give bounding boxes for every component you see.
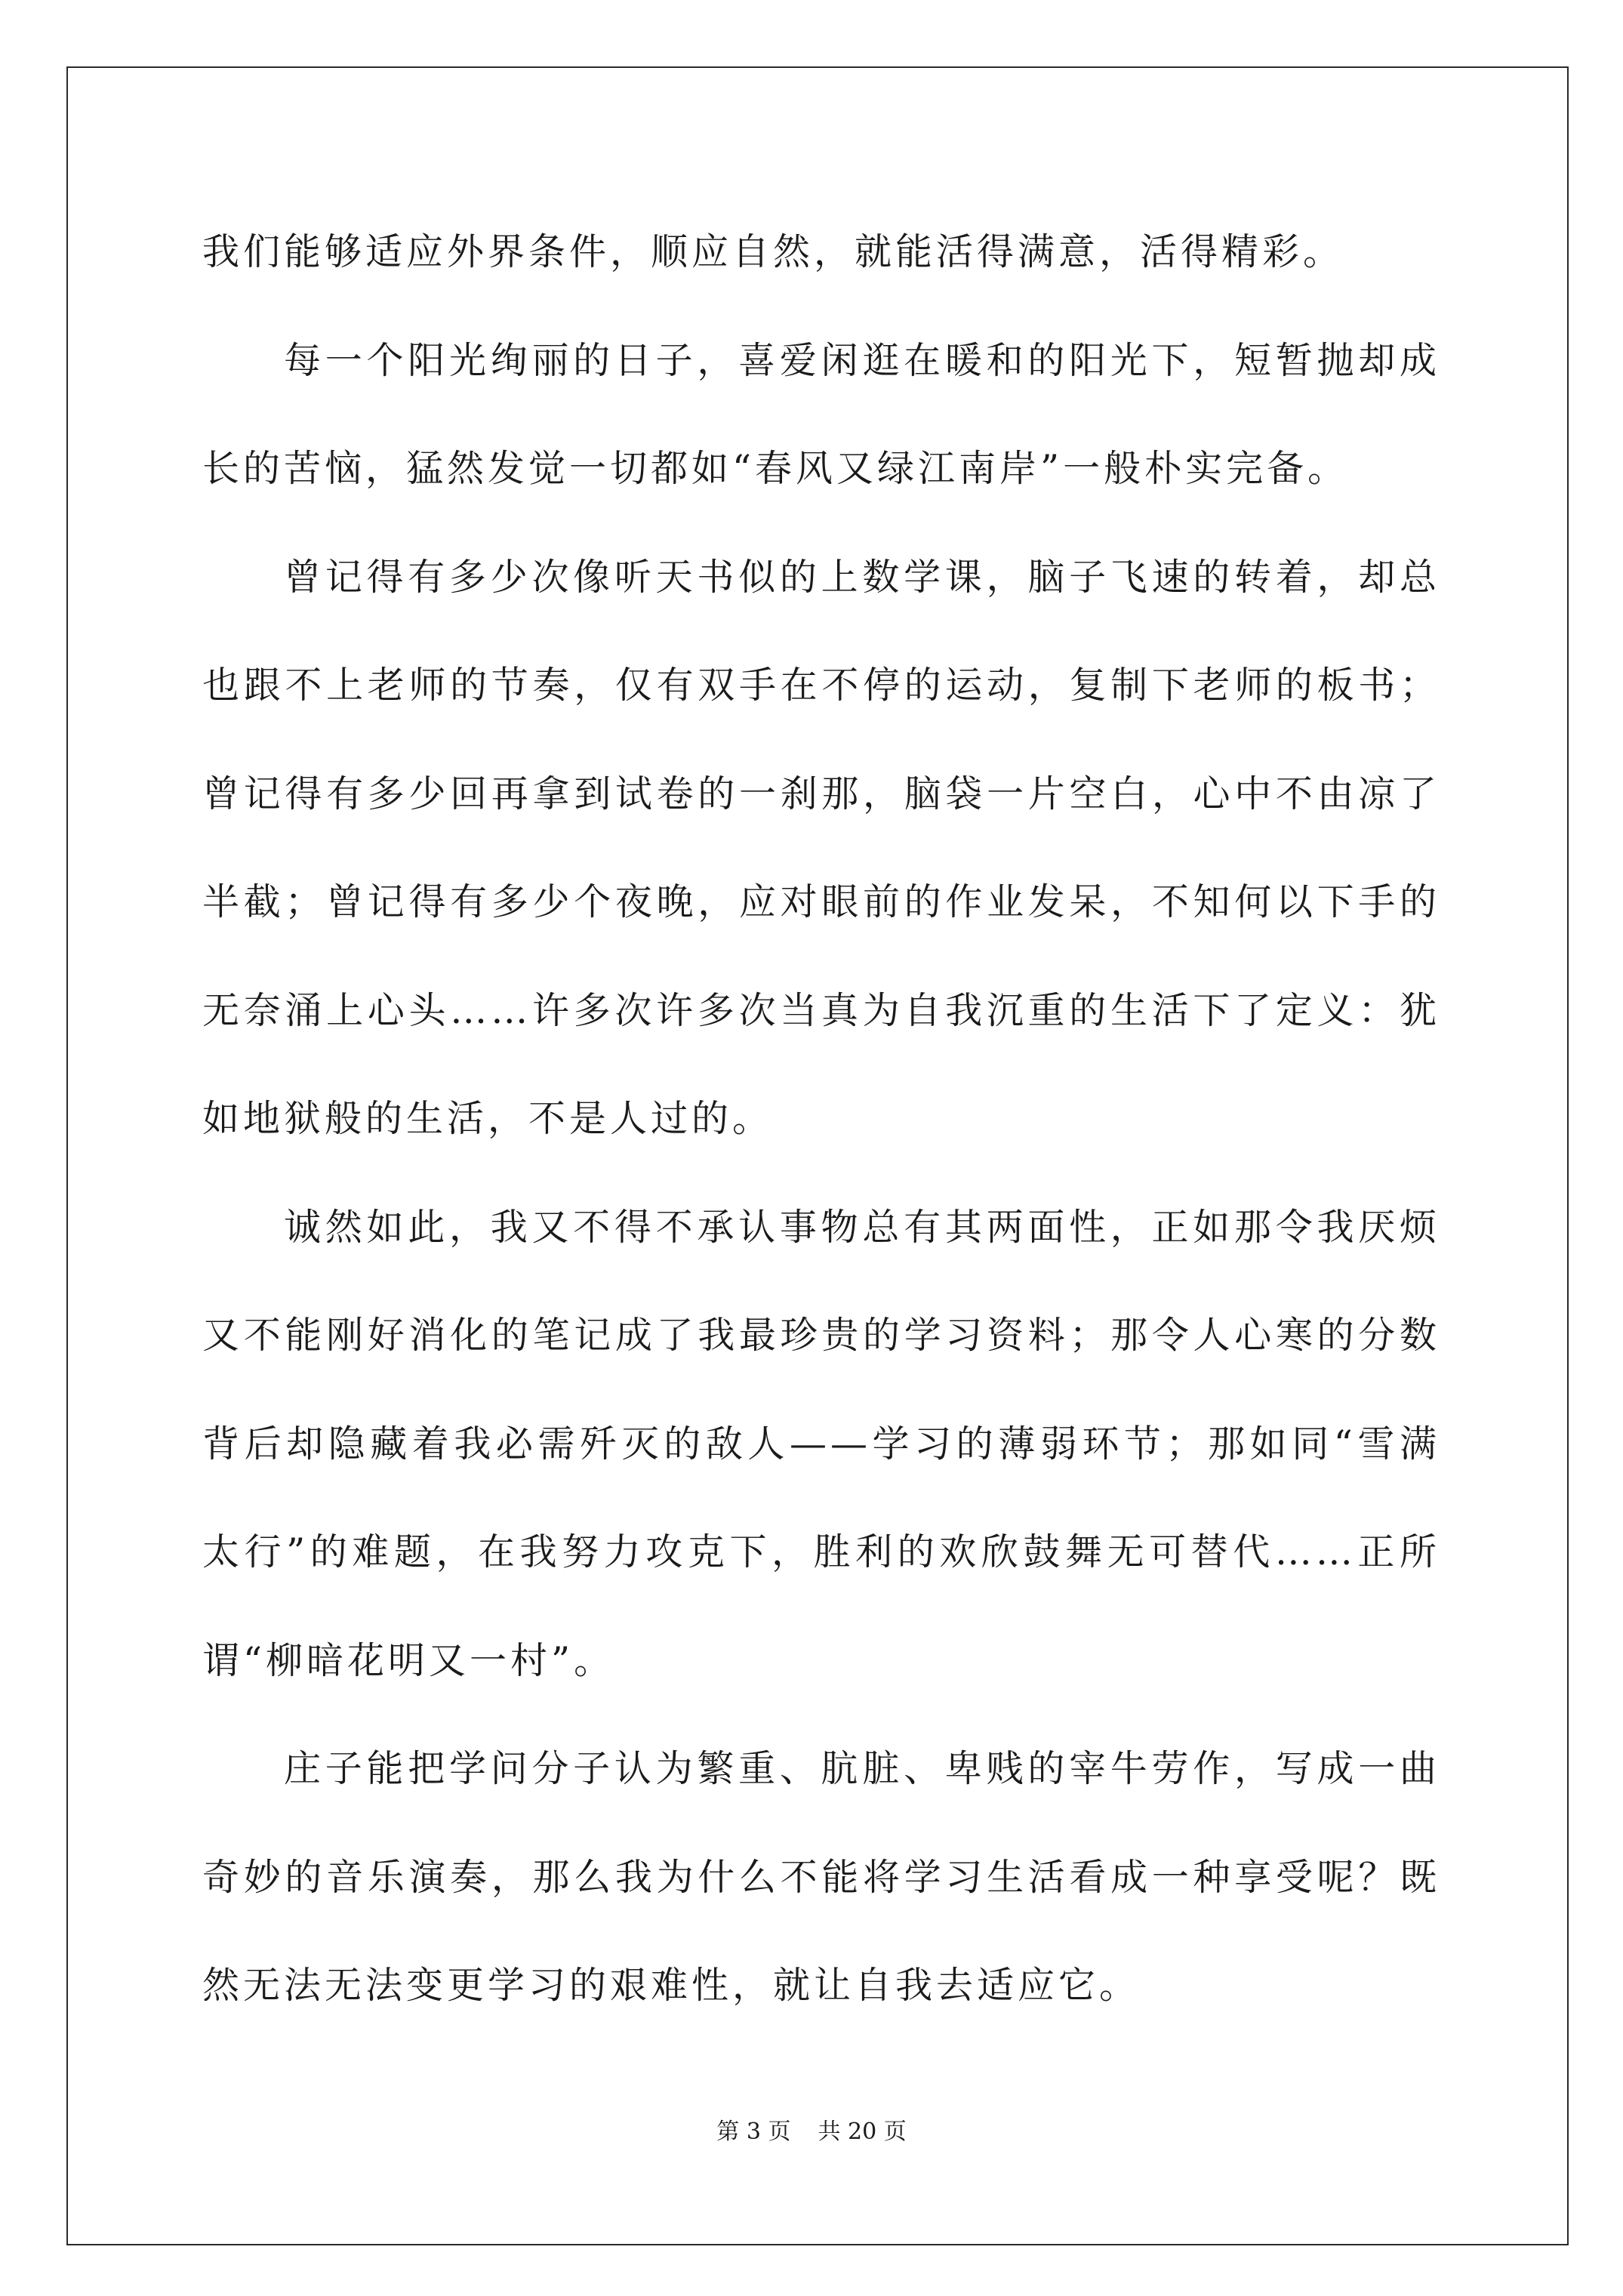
paragraph: 庄子能把学问分子认为繁重、肮脏、卑贱的宰牛劳作，写成一曲奇妙的音乐演奏，那么我为什么不能将学习生活看成一种享受呢？既然无法无法变更学习的艰难性，就让自我去适应它。 — [202, 1747, 1440, 2007]
paragraph: 我们能够适应外界条件，顺应自然，就能活得满意，活得精彩。 — [202, 230, 1344, 273]
paragraph: 曾记得有多少次像听天书似的上数学课，脑子飞速的转着，却总也跟不上老师的节奏，仅有双手在不停的运动，复制下老师的板书；曾记得有多少回再拿到试卷的一刹那，脑袋一片空白，心中不由凉了半截；曾记得有多少个夜晚，应对眼前的作业发呆，不知何以下手的无奈涌上心头……许多次许多次当真为自我沉重的生活下了定义：犹如地狱般的生活，不是人过的。 — [202, 555, 1440, 1140]
paragraph: 每一个阳光绚丽的日子，喜爱闲逛在暖和的阳光下，短暂抛却成长的苦恼，猛然发觉一切都如“春风又绿江南岸”一般朴实完备。 — [202, 338, 1440, 490]
page-total: 共 20 页 — [818, 2119, 907, 2145]
paragraph: 诚然如此，我又不得不承认事物总有其两面性，正如那令我厌烦又不能刚好消化的笔记成了我最珍贵的学习资料；那令人心寒的分数背后却隐藏着我必需歼灭的敌人——学习的薄弱环节；那如同“雪满太行”的难题，在我努力攻克下，胜利的欢欣鼓舞无可替代……正所谓“柳暗花明又一村”。 — [202, 1205, 1440, 1682]
page-number: 第 3 页 — [716, 2119, 791, 2145]
page-footer — [0, 2117, 1623, 2147]
document-body — [202, 198, 1440, 2040]
